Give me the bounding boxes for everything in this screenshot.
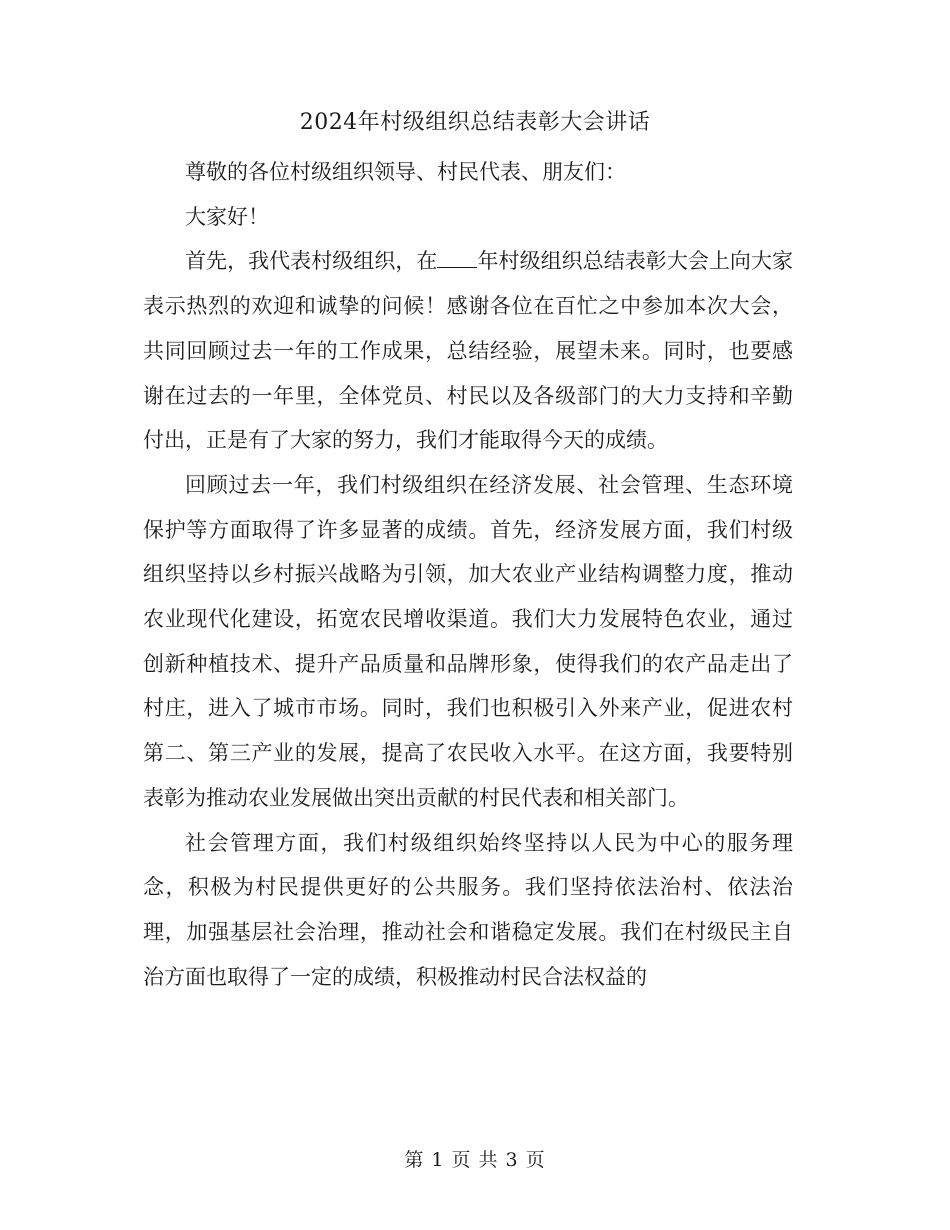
paragraph-1-rest: 年村级组织总结表彰大会上向大家表示热烈的欢迎和诚挚的问候！感谢各位在百忙之中参加本次大会，共同回顾过去一年的工作成果，总结经验，展望未来。同时，也要感谢在过去的一年里，全体党员、村民以及各级部门的大力支持和辛勤付出，正是有了大家的努力，我们才能取得今天的成绩。 — [143, 249, 794, 453]
greeting: 大家好！ — [185, 204, 269, 229]
document-body — [143, 150, 793, 999]
paragraph-1-start: 首先，我代表村级组织，在 — [185, 249, 438, 274]
paragraph-3: 社会管理方面，我们村级组织始终坚持以人民为中心的服务理念，积极为村民提供更好的公共服务。我们坚持依法治村、依法治理，加强基层社会治理，推动社会和谐稳定发展。我们在村级民主自治方面也取得了一定的成绩，积极推动村民合法权益的 — [143, 830, 793, 989]
document-title: 2024年村级组织总结表彰大会讲话 — [299, 110, 651, 135]
fill-in-blank — [437, 249, 477, 268]
paragraph-1 — [143, 239, 793, 463]
paragraph-2: 回顾过去一年，我们村级组织在经济发展、社会管理、生态环境保护等方面取得了许多显著的成绩。首先，经济发展方面，我们村级组织坚持以乡村振兴战略为引领，加大农业产业结构调整力度，推动农业现代化建设，拓宽农民增收渠道。我们大力发展特色农业，通过创新种植技术、提升产品质量和品牌形象，使得我们的农产品走出了村庄，进入了城市市场。同时，我们也积极引入外来产业，促进农村第二、第三产业的发展，提高了农民收入水平。在这方面，我要特别表彰为推动农业发展做出突出贡献的村民代表和相关部门。 — [143, 472, 793, 810]
page-number: 第 1 页 共 3 页 — [404, 1149, 546, 1171]
salutation: 尊敬的各位村级组织领导、村民代表、朋友们： — [185, 160, 626, 184]
